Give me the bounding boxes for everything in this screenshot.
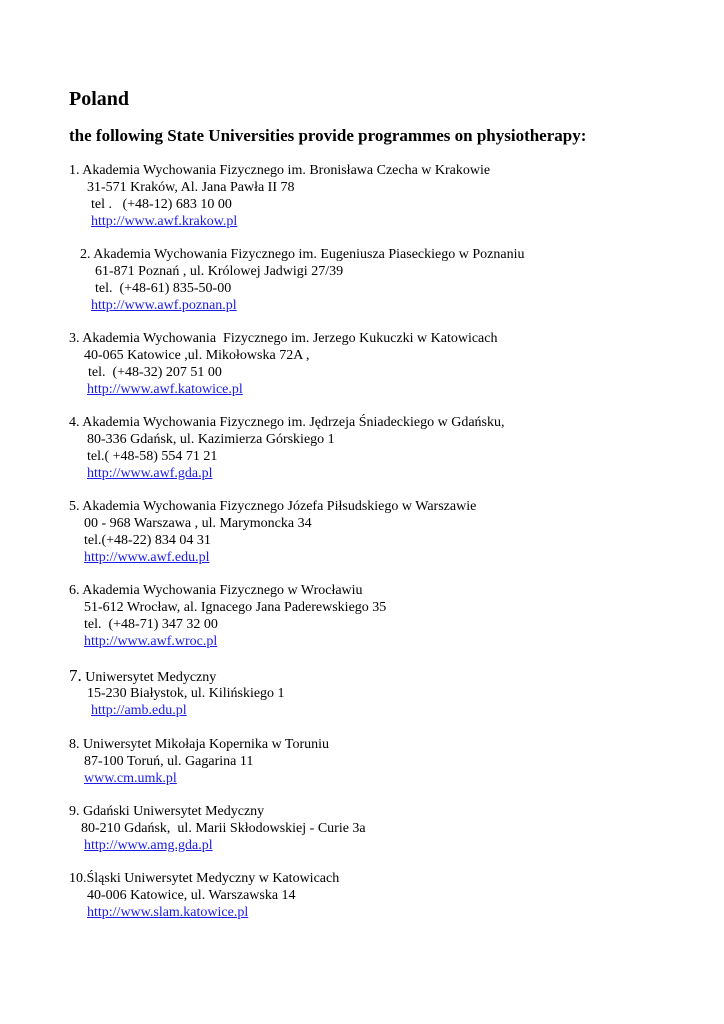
university-name: 2. Akademia Wychowania Fizycznego im. Eugeniusza Piaseckiego w Poznaniu — [80, 247, 525, 262]
university-address: 00 - 968 Warszawa , ul. Marymoncka 34 — [84, 516, 312, 531]
entry-number: 10. — [69, 871, 87, 886]
university-address: 87-100 Toruń, ul. Gagarina 11 — [84, 754, 254, 769]
university-address: 40-065 Katowice ,ul. Mikołowska 72A , — [84, 348, 310, 363]
university-phone: tel. (+48-61) 835-50-00 — [95, 281, 232, 296]
entry-number: 9. — [69, 804, 80, 819]
university-phone: tel . (+48-12) 683 10 00 — [91, 197, 232, 212]
university-link[interactable]: http://amb.edu.pl — [91, 703, 187, 718]
entry-number: 5. — [69, 499, 80, 514]
university-address: 31-571 Kraków, Al. Jana Pawła II 78 — [87, 180, 295, 195]
university-link[interactable]: http://www.awf.poznan.pl — [91, 298, 237, 313]
university-name: 5. Akademia Wychowania Fizycznego Józefa Piłsudskiego w Warszawie — [69, 499, 477, 514]
university-link[interactable]: http://www.amg.gda.pl — [84, 838, 213, 853]
university-name: 9. Gdański Uniwersytet Medyczny — [69, 804, 265, 819]
entry-number: 8. — [69, 737, 80, 752]
university-link[interactable]: http://www.awf.edu.pl — [84, 550, 210, 565]
university-name: 1. Akademia Wychowania Fizycznego im. Bronisława Czecha w Krakowie — [69, 163, 491, 178]
page-title: Poland — [69, 88, 130, 110]
entry-number: 1. — [69, 163, 80, 178]
entry-number: 6. — [69, 583, 80, 598]
university-address: 80-210 Gdańsk, ul. Marii Skłodowskiej - Curie 3a — [81, 821, 366, 836]
entry-number: 3. — [69, 331, 80, 346]
university-address: 40-006 Katowice, ul. Warszawska 14 — [87, 888, 296, 903]
university-name: 6. Akademia Wychowania Fizycznego w Wrocławiu — [69, 583, 363, 598]
university-phone: tel. (+48-32) 207 51 00 — [88, 365, 222, 380]
university-name: 4. Akademia Wychowania Fizycznego im. Jędrzeja Śniadeckiego w Gdańsku, — [69, 415, 505, 430]
university-name: 7. Uniwersytet Medyczny — [69, 666, 217, 685]
university-address: 51-612 Wrocław, al. Ignacego Jana Paderewskiego 35 — [84, 600, 387, 615]
university-link[interactable]: http://www.slam.katowice.pl — [87, 905, 249, 920]
entry-number: 2. — [80, 247, 91, 262]
university-phone: tel.(+48-22) 834 04 31 — [84, 533, 211, 548]
entry-number: 4. — [69, 415, 80, 430]
university-address: 80-336 Gdańsk, ul. Kazimierza Górskiego 1 — [87, 432, 335, 447]
university-link[interactable]: http://www.awf.krakow.pl — [91, 214, 238, 229]
university-link[interactable]: http://www.awf.gda.pl — [87, 466, 213, 481]
university-name: 3. Akademia Wychowania Fizycznego im. Jerzego Kukuczki w Katowicach — [69, 331, 498, 346]
university-link[interactable]: http://www.awf.katowice.pl — [87, 382, 243, 397]
university-name: 10.Śląski Uniwersytet Medyczny w Katowicach — [69, 871, 340, 886]
entry-number: 7. — [69, 666, 82, 685]
university-address: 61-871 Poznań , ul. Królowej Jadwigi 27/39 — [95, 264, 344, 279]
page-subtitle: the following State Universities provide programmes on physiotherapy: — [69, 126, 587, 145]
university-phone: tel. (+48-71) 347 32 00 — [84, 617, 218, 632]
university-phone: tel.( +48-58) 554 71 21 — [87, 449, 218, 464]
university-link[interactable]: http://www.awf.wroc.pl — [84, 634, 218, 649]
university-address: 15-230 Białystok, ul. Kilińskiego 1 — [87, 686, 285, 701]
university-name: 8. Uniwersytet Mikołaja Kopernika w Toruniu — [69, 737, 330, 752]
university-link[interactable]: www.cm.umk.pl — [84, 771, 177, 786]
